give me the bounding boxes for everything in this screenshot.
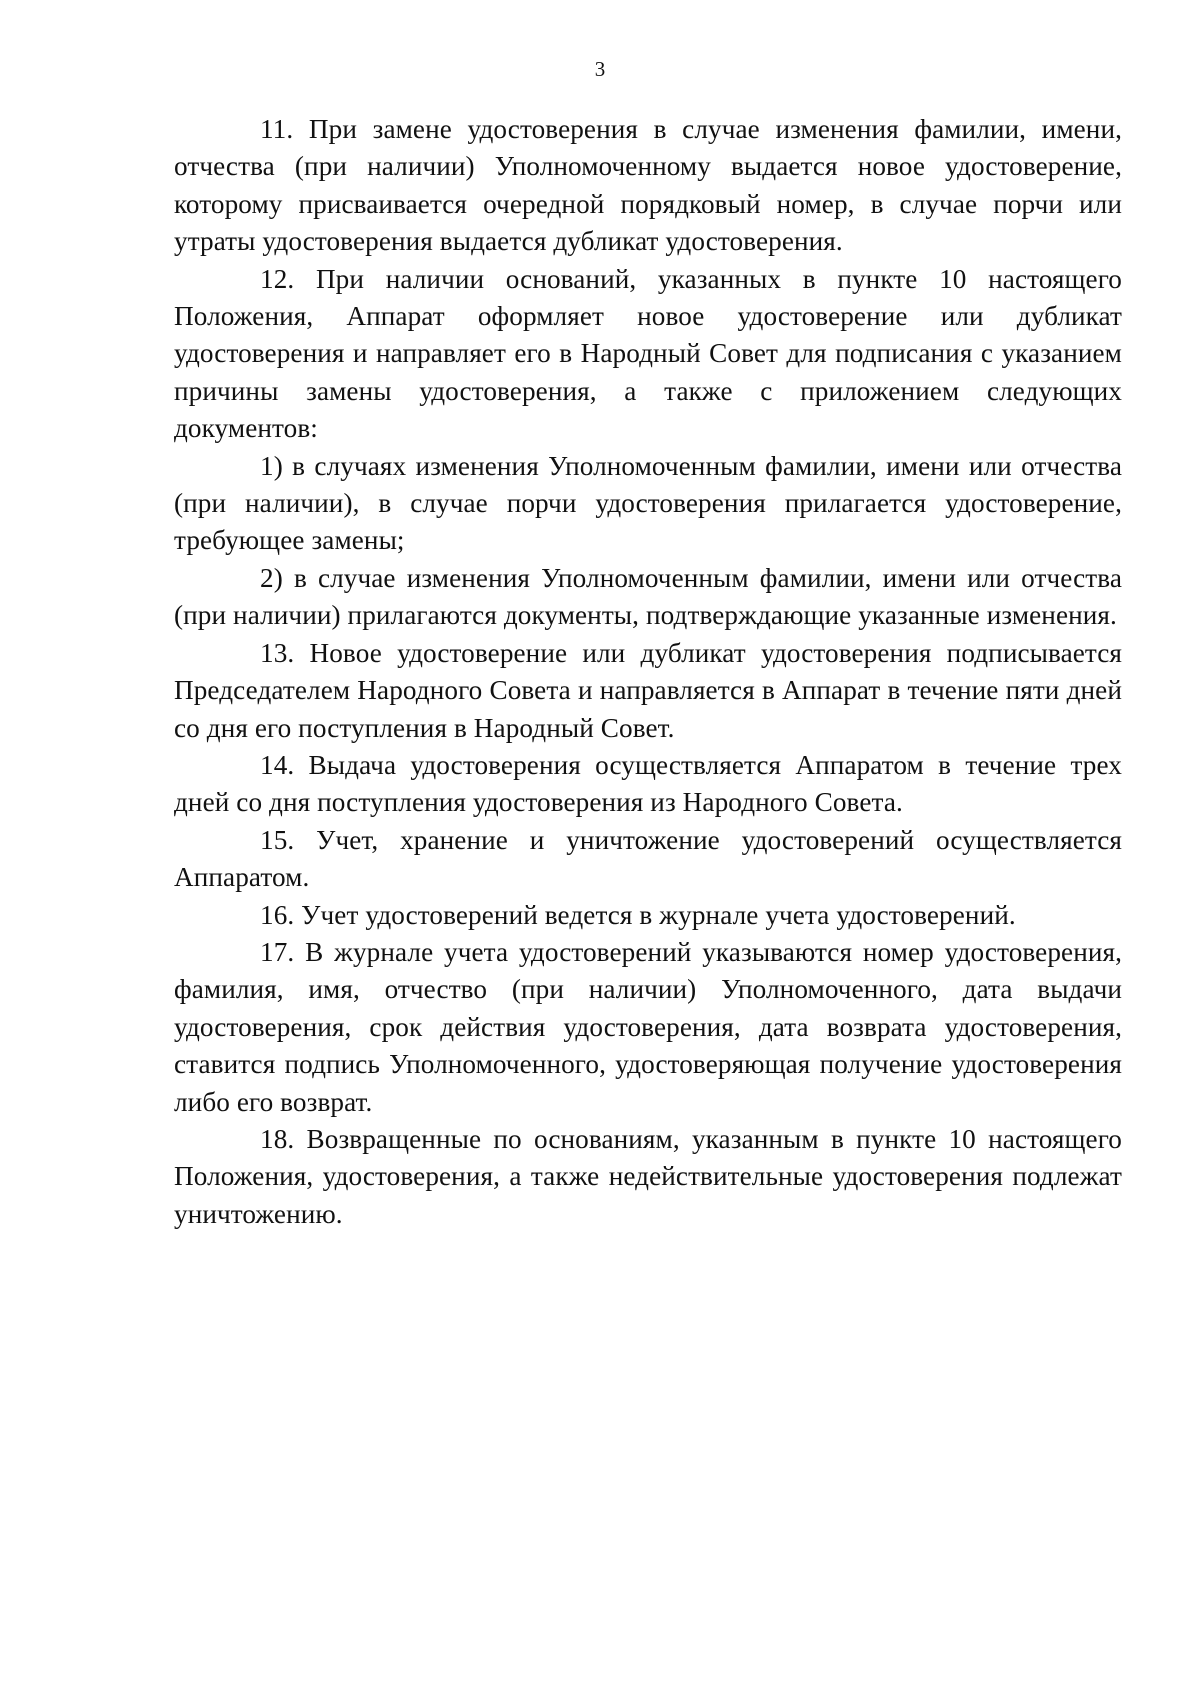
- paragraph-16: 16. Учет удостоверений ведется в журнале учета удостоверений.: [260, 899, 1016, 930]
- page-number: 3: [594, 57, 606, 81]
- paragraph-12-item-1: 1) в случаях изменения Уполномоченным фамилии, имени или отчества (при наличии), в случае порчи удостоверения прилагается удостоверение, требующее замены;: [174, 450, 1122, 556]
- paragraph-17: 17. В журнале учета удостоверений указываются номер удостоверения, фамилия, имя, отчество (при наличии) Уполномоченного, дата выдачи удостоверения, срок действия удостоверения, дата возврата удостоверения, ставится подпись Уполномоченного, удостоверяющая получение удостоверения либо его возврат.: [174, 936, 1122, 1117]
- paragraph-11: 11. При замене удостоверения в случае изменения фамилии, имени, отчества (при наличии) Уполномоченному выдается новое удостоверение, которому присваивается очередной порядковый номер, в случае порчи или утраты удостоверения выдается дубликат удостоверения.: [174, 114, 1122, 257]
- paragraph-15: 15. Учет, хранение и уничтожение удостоверений осуществляется Аппаратом.: [174, 824, 1122, 893]
- paragraph-18: 18. Возвращенные по основаниям, указанным в пункте 10 настоящего Положения, удостоверения, а также недействительные удостоверения подлежат уничтожению.: [174, 1123, 1122, 1229]
- paragraph-14: 14. Выдача удостоверения осуществляется Аппаратом в течение трех дней со дня поступления удостоверения из Народного Совета.: [174, 749, 1122, 818]
- paragraph-12-item-2: 2) в случае изменения Уполномоченным фамилии, имени или отчества (при наличии) прилагаются документы, подтверждающие указанные изменения.: [174, 562, 1122, 631]
- paragraph-13: 13. Новое удостоверение или дубликат удостоверения подписывается Председателем Народного Совета и направляется в Аппарат в течение пяти дней со дня его поступления в Народный Совет.: [174, 637, 1122, 743]
- document-body: [174, 111, 1122, 1233]
- paragraph-12: 12. При наличии оснований, указанных в пункте 10 настоящего Положения, Аппарат оформляет новое удостоверение или дубликат удостоверения и направляет его в Народный Совет для подписания с указанием причины замены удостоверения, а также с приложением следующих документов:: [174, 263, 1122, 444]
